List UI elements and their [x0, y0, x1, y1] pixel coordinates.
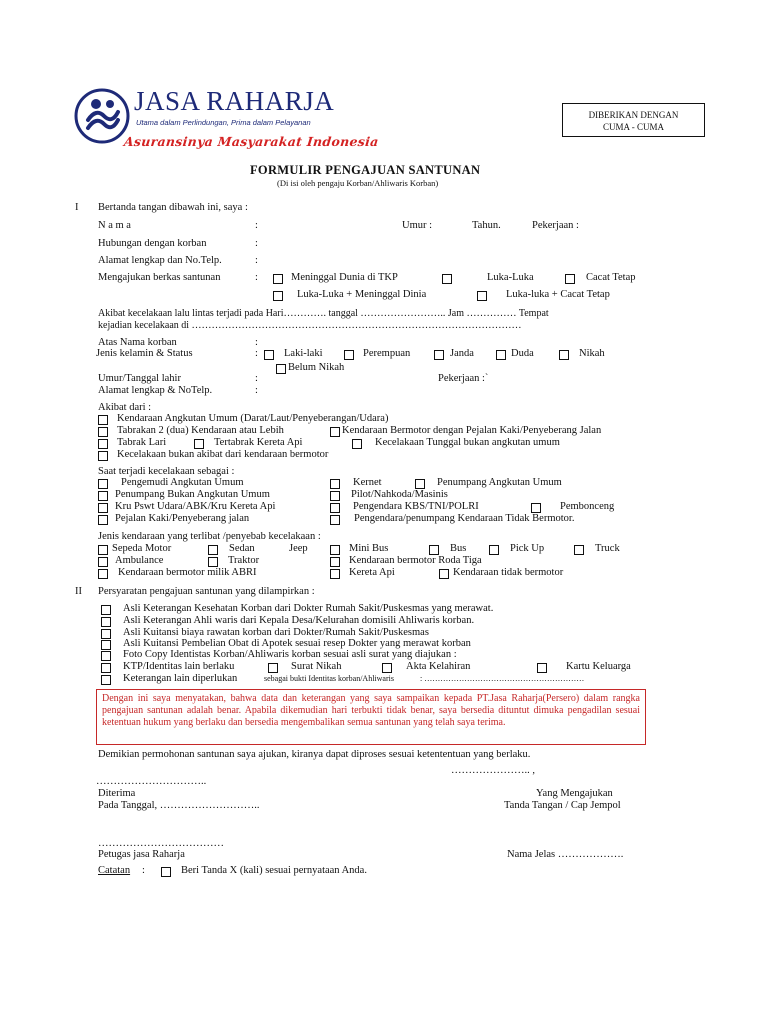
checkbox-luka-meninggal[interactable] [273, 291, 283, 301]
label-yang-mengajukan: Yang Mengajukan [536, 788, 613, 799]
colon: : [255, 337, 258, 348]
colon: : [255, 385, 258, 396]
place-date-field[interactable]: ………………….. , [451, 765, 535, 776]
label-jenis-kendaraan: Jenis kendaraan yang terlibat /penyebab kecelakaan : [98, 531, 321, 542]
option-label: Pengendara/penumpang Kendaraan Tidak Bermotor. [354, 513, 575, 524]
checkbox-laki-laki[interactable] [264, 350, 274, 360]
label-saat-terjadi: Saat terjadi kecelakaan sebagai : [98, 466, 235, 477]
akibat-kecelakaan-line-1: Akibat kecelakaan lalu lintas terjadi pada Hari…………. tanggal …………………….. Jam …………… Tempat [98, 308, 549, 319]
checkbox-kernet[interactable] [330, 479, 340, 489]
option-label: Belum Nikah [288, 362, 345, 373]
checkbox-kendaraan-tidak-bermotor[interactable] [439, 569, 449, 579]
checkbox-perempuan[interactable] [344, 350, 354, 360]
label-atas-nama: Atas Nama korban [98, 337, 177, 348]
label-alamat-korban: Alamat lengkap & NoTelp. [98, 385, 213, 396]
option-label: Kendaraan bermotor Roda Tiga [349, 555, 482, 566]
declaration-statement: Dengan ini saya menyatakan, bahwa data dan keterangan yang saya sampaikan kepada PT.Jasa Raharja(Persero) dalam rangka pengajuan santunan adalah benar. Apabila dikemudian hari terbukti tidak benar, saya bersedia dituntut dimuka pengadilan sesuai ketentuan hukum yang berlaku dan bersedia mengembalikan semua santunan yang telah saya terima. [96, 689, 646, 745]
identitas-note: sebagai bukti Identitas korban/Ahliwaris [264, 674, 394, 683]
checkbox-kereta-api[interactable] [330, 569, 340, 579]
label-akibat-dari: Akibat dari : [98, 402, 152, 413]
checkbox-syarat-kuitansi-rawatan[interactable] [101, 629, 111, 639]
option-label: Traktor [228, 555, 260, 566]
colon: : [255, 348, 258, 359]
option-label: Janda [450, 348, 474, 359]
option-label: Kereta Api [349, 567, 395, 578]
catatan-label: Catatan [98, 865, 131, 876]
section-1-intro: Bertanda tangan dibawah ini, saya : [98, 202, 248, 213]
label-hubungan: Hubungan dengan korban [98, 238, 207, 249]
checkbox-pengendara-kbs[interactable] [330, 503, 340, 513]
label-tanda-tangan: Tanda Tangan / Cap Jempol [504, 800, 621, 811]
checkbox-akibat-tabrakan[interactable] [98, 427, 108, 437]
option-label: Duda [511, 348, 534, 359]
label-alamat: Alamat lengkap dan No.Telp. [98, 255, 222, 266]
form-title: FORMULIR PENGAJUAN SANTUNAN [250, 163, 481, 177]
label-diterima: Diterima [98, 788, 136, 799]
checkbox-sedan[interactable] [208, 545, 218, 555]
colon: : [255, 238, 258, 249]
option-label: Kecelakaan Tunggal bukan angkutan umum [375, 437, 560, 448]
colon: : [255, 272, 258, 283]
option-label: Kendaraan Angkutan Umum (Darat/Laut/Penyeberangan/Udara) [117, 413, 389, 424]
option-label: Tertabrak Kereta Api [214, 437, 303, 448]
colon: : [255, 373, 258, 384]
checkbox-syarat-kuitansi-obat[interactable] [101, 640, 111, 650]
checkbox-akibat-tabrak-lari[interactable] [98, 439, 108, 449]
option-label: Kendaraan Bermotor dengan Pejalan Kaki/Penyeberang Jalan [342, 425, 602, 436]
badge-line-1: DIBERIKAN DENGAN [588, 110, 679, 120]
checkbox-pick-up[interactable] [574, 545, 584, 555]
option-label: Pengendara KBS/TNI/POLRI [353, 501, 479, 512]
checkbox-syarat-foto-copy[interactable] [101, 651, 111, 661]
logo-slogan: Asuransinya Masyarakat Indonesia [123, 134, 380, 149]
label-pekerjaan: Pekerjaan : [532, 220, 579, 231]
option-label: Kendaraan tidak bermotor [453, 567, 564, 578]
option-label: Tabrak Lari [117, 437, 167, 448]
option-label: Jeep [289, 543, 308, 554]
label-nama-jelas[interactable]: Nama Jelas ………………. [507, 849, 624, 860]
label-petugas: Petugas jasa Raharja [98, 849, 185, 860]
jasa-raharja-emblem-icon [74, 88, 130, 144]
free-of-charge-badge [562, 103, 705, 137]
requirement-label: Asli Kuitansi Pembelian Obat di Apotek sesuai resep Dokter yang merawat korban [123, 638, 471, 649]
requirement-label: Kartu Keluarga [566, 661, 631, 672]
checkbox-ambulance[interactable] [98, 557, 108, 567]
label-nama: N a m a [98, 220, 131, 231]
checkbox-luka-luka[interactable] [442, 274, 452, 284]
checkbox-nikah[interactable] [559, 350, 569, 360]
checkbox-pembonceng[interactable] [531, 503, 541, 513]
checkbox-roda-tiga[interactable] [330, 557, 340, 567]
option-label: Luka-Luka [487, 272, 534, 283]
requirement-label: Asli Kuitansi biaya rawatan korban dari Dokter/Rumah Sakit/Puskesmas [123, 627, 429, 638]
checkbox-syarat-kartu-keluarga[interactable] [537, 663, 547, 673]
requirement-label: Akta Kelahiran [406, 661, 471, 672]
section-2-title: Persyaratan pengajuan santunan yang dilampirkan : [98, 586, 315, 597]
identitas-dots: : …………………………………………………… [420, 674, 585, 683]
section-1-number: I [75, 202, 79, 213]
checkbox-jeep[interactable] [330, 545, 340, 555]
checkbox-akibat-pejalan-kaki[interactable] [330, 427, 340, 437]
form-subtitle: (Di isi oleh pengaju Korban/Ahliwaris Korban) [277, 178, 439, 188]
requirement-label: Asli Keterangan Ahli waris dari Kepala Desa/Kelurahan domisili Ahliwaris korban. [123, 615, 475, 626]
option-label: Mini Bus [349, 543, 389, 554]
checkbox-traktor[interactable] [208, 557, 218, 567]
option-label: Pembonceng [560, 501, 615, 512]
option-label: Ambulance [115, 555, 164, 566]
logo-tagline: Utama dalam Perlindungan, Prima dalam Pelayanan [136, 118, 311, 127]
requirement-label: Surat Nikah [291, 661, 342, 672]
logo-wordmark: JASA RAHARJA [134, 86, 335, 116]
requirement-label: Asli Keterangan Kesehatan Korban dari Dokter Rumah Sakit/Puskesmas yang merawat. [123, 603, 494, 614]
option-label: Luka-Luka + Meninggal Dinia [297, 289, 427, 300]
option-label: Kru Pswt Udara/ABK/Kru Kereta Api [115, 501, 276, 512]
label-berkas: Mengajukan berkas santunan [98, 272, 221, 283]
checkbox-tidak-bermotor[interactable] [330, 515, 340, 525]
checkbox-luka-cacat[interactable] [477, 291, 487, 301]
option-label: Kecelakaan bukan akibat dari kendaraan bermotor [117, 449, 329, 460]
option-label: Laki-laki [284, 348, 323, 359]
checkbox-meninggal-tkp[interactable] [273, 274, 283, 284]
checkbox-bus[interactable] [489, 545, 499, 555]
label-pekerjaan-korban: Pekerjaan :` [438, 373, 489, 384]
requirement-label: Foto Copy Identistas Korban/Ahliwaris korban sesuai asli surat yang diajukan : [123, 649, 457, 660]
option-label: Sedan [229, 543, 255, 554]
option-label: Sepeda Motor [112, 543, 172, 554]
label-umur-tanggal-lahir: Umur/Tanggal lahir [98, 373, 181, 384]
option-label: Penumpang Bukan Angkutan Umum [115, 489, 270, 500]
option-label: Pengemudi Angkutan Umum [121, 477, 244, 488]
checkbox-akibat-bukan-bermotor[interactable] [98, 451, 108, 461]
option-label: Penumpang Angkutan Umum [437, 477, 562, 488]
checkbox-akibat-tunggal[interactable] [352, 439, 362, 449]
checkbox-belum-nikah[interactable] [276, 364, 286, 374]
label-umur: Umur : [402, 220, 433, 231]
requirement-label: Keterangan lain diperlukan [123, 673, 238, 684]
option-label: Truck [595, 543, 620, 554]
closing-demikian: Demikian permohonan santunan saya ajukan, kiranya dapat diproses sesuai ketententuan yang berlaku. [98, 749, 531, 760]
catatan-text: Beri Tanda X (kali) sesuai pernyataan Anda. [181, 865, 367, 876]
option-label: Pick Up [510, 543, 545, 554]
checkbox-mini-bus[interactable] [429, 545, 439, 555]
option-label: Pilot/Nahkoda/Masinis [351, 489, 448, 500]
checkbox-syarat-keterangan-kesehatan[interactable] [101, 605, 111, 615]
akibat-kecelakaan-line-2: kejadian kecelakaan di ……………………………………………………………………………………… [98, 320, 522, 331]
option-label: Pejalan Kaki/Penyeberang jalan [115, 513, 250, 524]
catatan-colon: : [142, 865, 145, 876]
catatan-checkbox-icon [161, 867, 171, 877]
badge-line-2: CUMA - CUMA [602, 122, 664, 132]
checkbox-sepeda-motor[interactable] [98, 545, 108, 555]
label-pada-tanggal[interactable]: Pada Tanggal, ……………………….. [98, 800, 260, 811]
checkbox-syarat-akta-kelahiran[interactable] [382, 663, 392, 673]
checkbox-syarat-ahli-waris[interactable] [101, 617, 111, 627]
option-label: Bus [450, 543, 467, 554]
option-label: Tabrakan 2 (dua) Kendaraan atau Lebih [117, 425, 284, 436]
officer-signature-dots[interactable]: ……………………………… [98, 838, 224, 849]
checkbox-pilot[interactable] [330, 491, 340, 501]
checkbox-pejalan-kaki[interactable] [98, 515, 108, 525]
option-label: Perempuan [363, 348, 411, 359]
label-jenis-kelamin: Jenis kelamin & Status [96, 348, 193, 359]
received-dots: ………………………….. [96, 776, 207, 787]
checkbox-pengemudi-angkutan[interactable] [98, 479, 108, 489]
checkbox-syarat-surat-nikah[interactable] [268, 663, 278, 673]
checkbox-janda[interactable] [434, 350, 444, 360]
option-label: Nikah [579, 348, 605, 359]
checkbox-akibat-kereta-api[interactable] [194, 439, 204, 449]
checkbox-duda[interactable] [496, 350, 506, 360]
option-label: Cacat Tetap [586, 272, 636, 283]
section-2-number: II [75, 586, 82, 597]
checkbox-penumpang-angkutan[interactable] [415, 479, 425, 489]
requirement-label: KTP/Identitas lain berlaku [123, 661, 235, 672]
option-label: Kendaraan bermotor milik ABRI [118, 567, 257, 578]
label-tahun: Tahun. [472, 220, 501, 231]
colon: : [255, 255, 258, 266]
checkbox-syarat-ktp[interactable] [101, 663, 111, 673]
option-label: Luka-luka + Cacat Tetap [506, 289, 610, 300]
colon: : [255, 220, 258, 231]
checkbox-akibat-angkutan-umum[interactable] [98, 415, 108, 425]
checkbox-kru[interactable] [98, 503, 108, 513]
checkbox-cacat-tetap[interactable] [565, 274, 575, 284]
option-label: Meninggal Dunia di TKP [291, 272, 398, 283]
checkbox-penumpang-bukan-angkutan[interactable] [98, 491, 108, 501]
checkbox-milik-abri[interactable] [98, 569, 108, 579]
option-label: Kernet [353, 477, 382, 488]
checkbox-syarat-keterangan-lain[interactable] [101, 675, 111, 685]
